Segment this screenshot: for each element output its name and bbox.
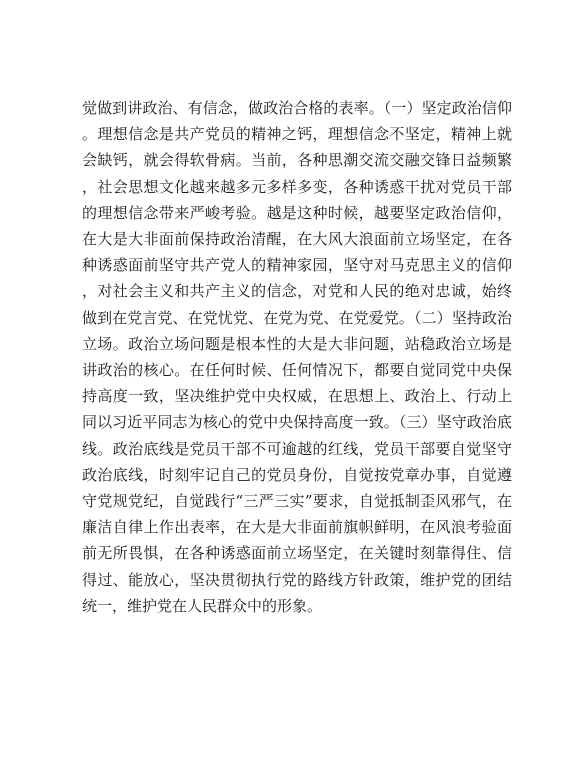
body-paragraph: 觉做到讲政治、有信念，做政治合格的表率。（一）坚定政治信仰。理想信念是共产党员的精神之钙，理想信念不坚定，精神上就会缺钙，就会得软骨病。当前，各种思潮交流交融交锋日益频繁，社会思想文化越来越多元多样多变，各种诱惑干扰对党员干部的理想信念带来严峻考验。越是这种时候，越要坚定政治信仰，在大是大非面前保持政治清醒，在大风大浪面前立场坚定，在各种诱惑面前坚守共产党人的精神家园，坚守对马克思主义的信仰，对社会主义和共产主义的信念，对党和人民的绝对忠诚，始终做到在党言党、在党忧党、在党为党、在党爱党。（二）坚持政治立场。政治立场问题是根本性的大是大非问题，站稳政治立场是讲政治的核心。在任何时候、任何情况下，都要自觉同党中央保持高度一致，坚决维护党中央权威，在思想上、政治上、行动上同以习近平同志为核心的党中央保持高度一致。（三）坚守政治底线。政治底线是党员干部不可逾越的红线，党员干部要自觉坚守政治底线，时刻牢记自己的党员身份，自觉按党章办事，自觉遵守党规党纪，自觉践行“三严三实”要求，自觉抵制歪风邪气，在廉洁自律上作出表率，在大是大非面前旗帜鲜明，在风浪考验面前无所畏惧，在各种诱惑面前立场坚定，在关键时刻靠得住、信得过、能放心，坚决贯彻执行党的路线方针政策，维护党的团结统一，维护党在人民群众中的形象。 <box>82 99 512 615</box>
